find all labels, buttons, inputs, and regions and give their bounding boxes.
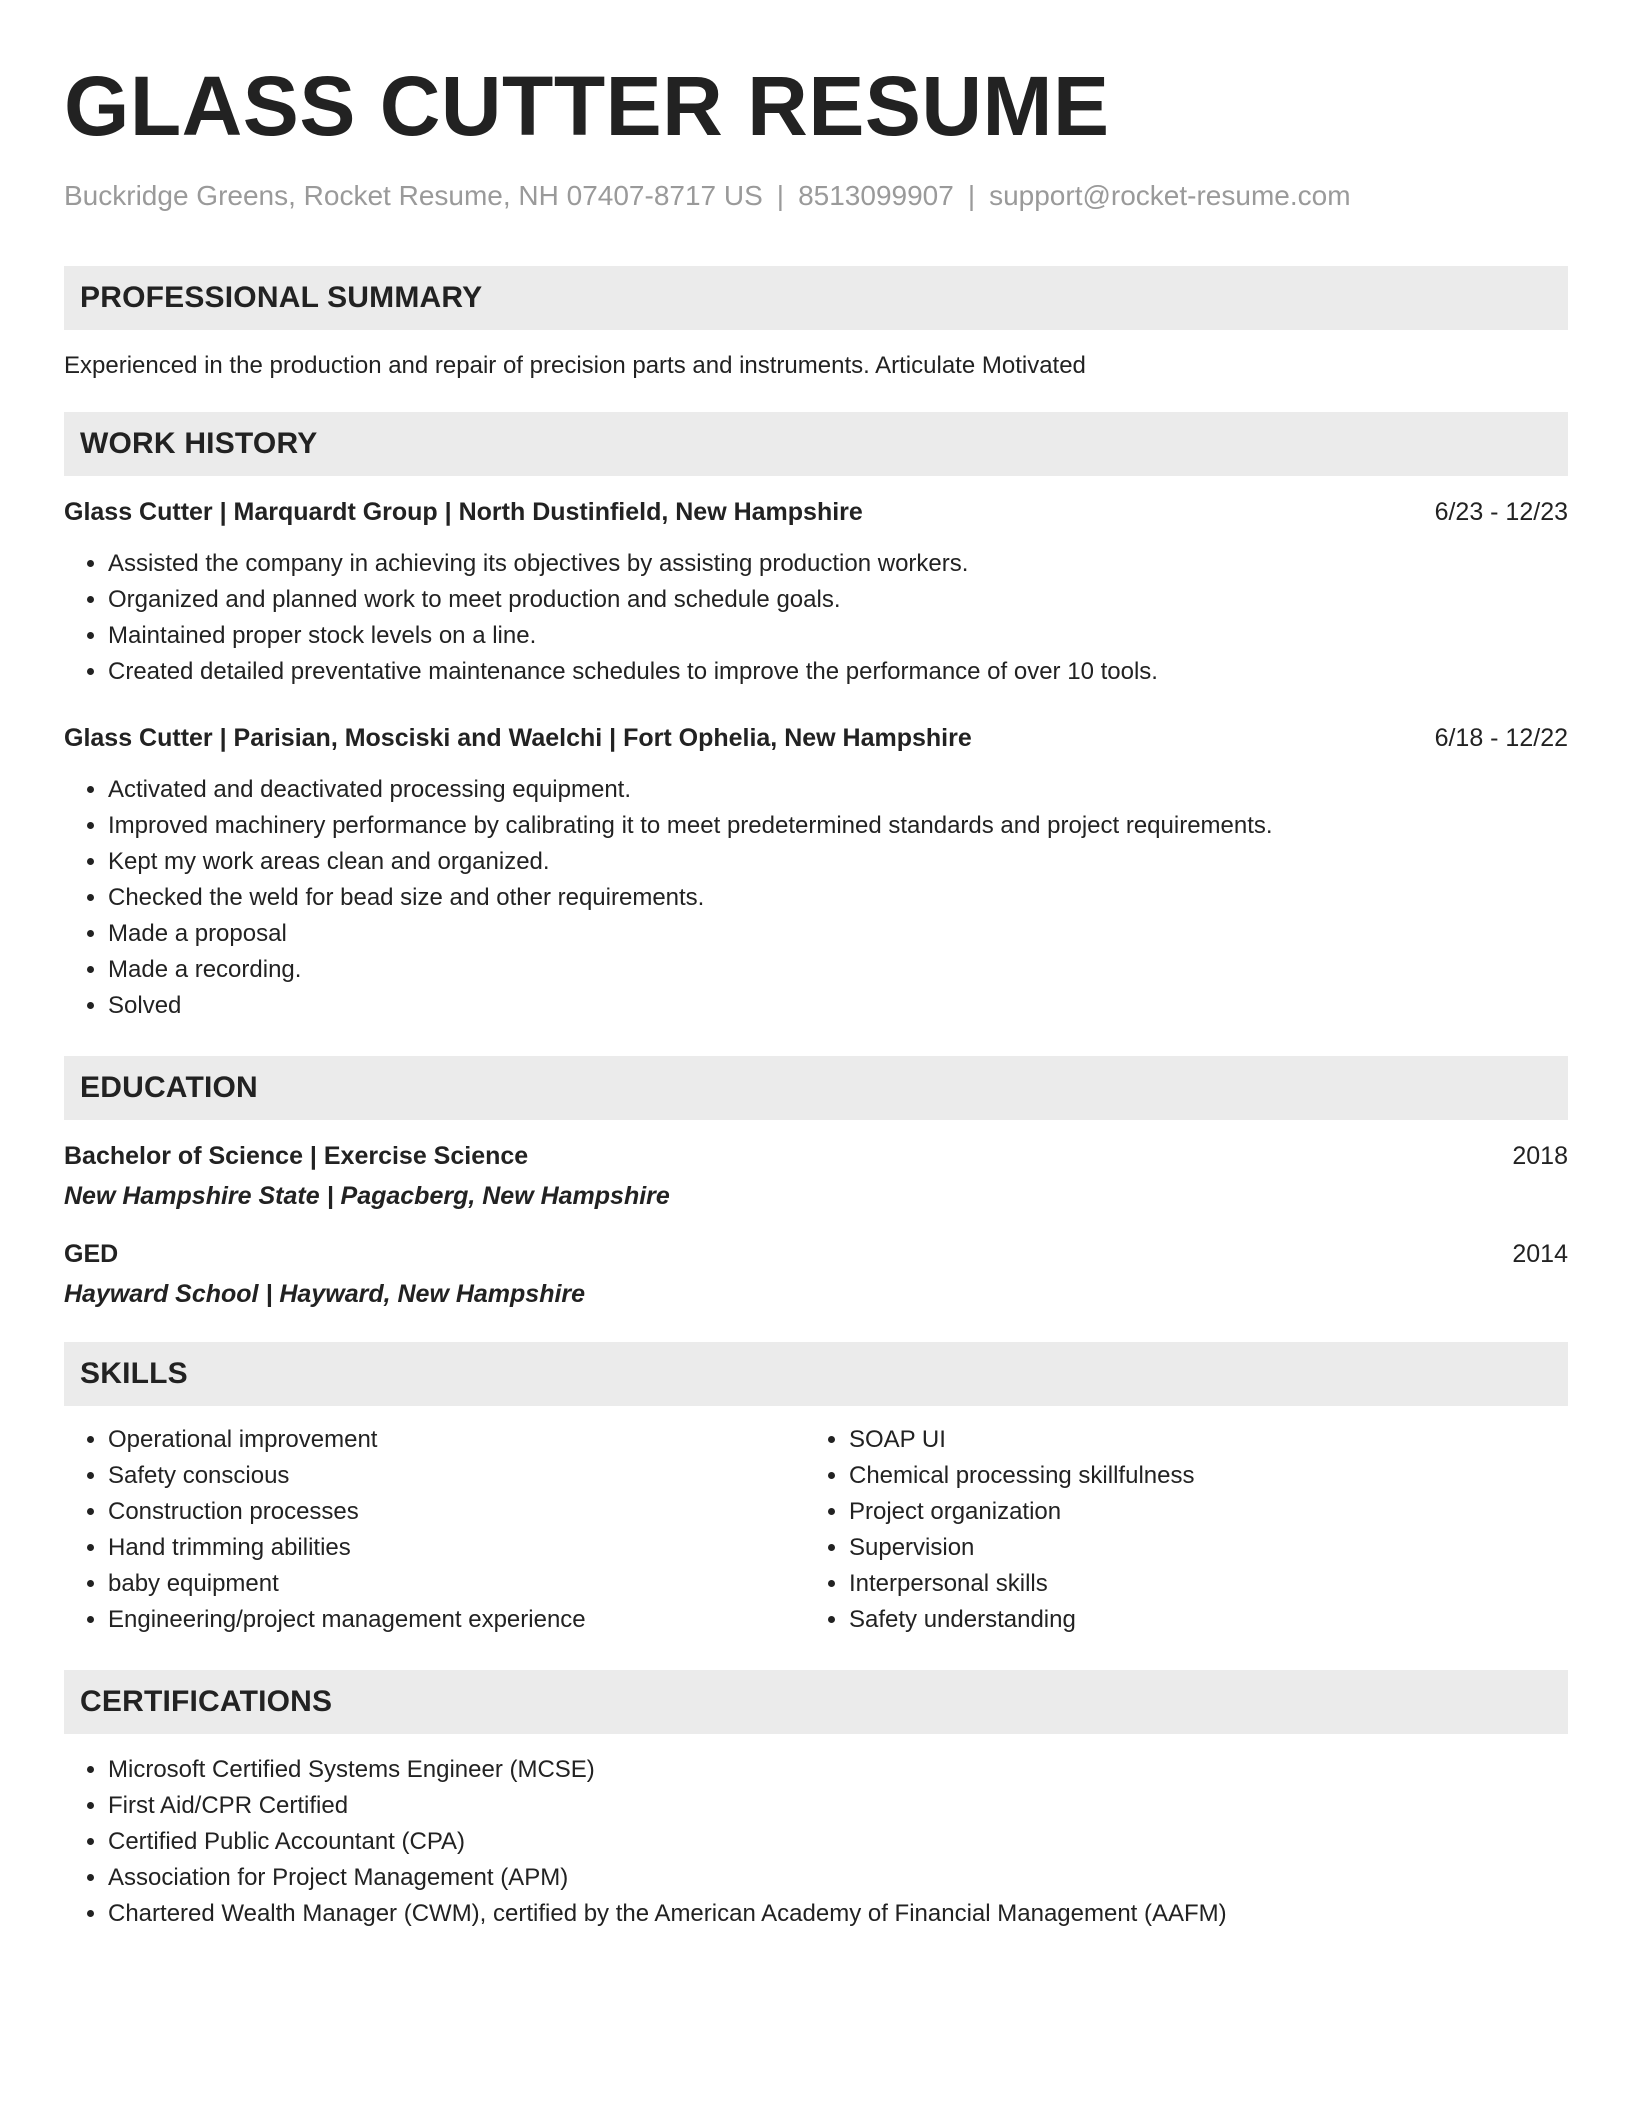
certifications-list [64, 1752, 1568, 1932]
certification-item: • Certified Public Accountant (CPA) [108, 1824, 1568, 1860]
education-entry [64, 1238, 1568, 1310]
education-school: Hayward School | Hayward, New Hampshire [64, 1280, 586, 1308]
section-heading-education: EDUCATION [64, 1056, 1568, 1120]
job-bullet: • Solved [108, 988, 1568, 1024]
job-bullet: • Kept my work areas clean and organized. [108, 844, 1568, 880]
job-bullets [64, 546, 1568, 690]
job-bullet: • Made a recording. [108, 952, 1568, 988]
certification-item: • Microsoft Certified Systems Engineer (MCSE) [108, 1752, 1568, 1788]
job-bullet: • Activated and deactivated processing equipment. [108, 772, 1568, 808]
education-entry [64, 1140, 1568, 1212]
job-bullet: • Created detailed preventative maintenance schedules to improve the performance of over 10 tools. [108, 654, 1568, 690]
certification-item: • Chartered Wealth Manager (CWM), certified by the American Academy of Financial Management (AAFM) [108, 1896, 1568, 1932]
certification-item: • First Aid/CPR Certified [108, 1788, 1568, 1824]
contact-separator: | [776, 180, 785, 211]
job-bullet: • Organized and planned work to meet production and schedule goals. [108, 582, 1568, 618]
skills-columns [64, 1422, 1568, 1638]
skill-item: • baby equipment [108, 1566, 805, 1602]
certification-item: • Association for Project Management (APM) [108, 1860, 1568, 1896]
job-entry [64, 496, 1568, 690]
skills-list-right [805, 1422, 1546, 1638]
skill-item: • Operational improvement [108, 1422, 805, 1458]
contact-separator: | [967, 180, 976, 211]
skill-item: • Interpersonal skills [849, 1566, 1546, 1602]
job-bullets [64, 772, 1568, 1024]
skill-item: • Engineering/project management experience [108, 1602, 805, 1638]
resume-title: GLASS CUTTER RESUME [64, 59, 1110, 153]
education-degree: GED [64, 1240, 119, 1268]
skill-item: • Chemical processing skillfulness [849, 1458, 1546, 1494]
job-entry [64, 722, 1568, 1024]
job-bullet: • Made a proposal [108, 916, 1568, 952]
contact-email: support@rocket-resume.com [989, 180, 1351, 211]
contact-address: Buckridge Greens, Rocket Resume, NH 07407-8717 US [64, 180, 763, 211]
section-heading-summary: PROFESSIONAL SUMMARY [64, 266, 1568, 330]
contact-line [64, 178, 1568, 214]
job-dates: 6/18 - 12/22 [1434, 724, 1568, 752]
summary-text: Experienced in the production and repair of precision parts and instruments. Articulate Motivated [64, 352, 1086, 379]
skill-item: • Supervision [849, 1530, 1546, 1566]
section-heading-certifications: CERTIFICATIONS [64, 1670, 1568, 1734]
education-school: New Hampshire State | Pagacberg, New Hampshire [64, 1182, 670, 1210]
skill-item: • Safety conscious [108, 1458, 805, 1494]
education-degree: Bachelor of Science | Exercise Science [64, 1142, 529, 1170]
skill-item: • SOAP UI [849, 1422, 1546, 1458]
job-bullet: • Checked the weld for bead size and other requirements. [108, 880, 1568, 916]
job-title: Glass Cutter | Parisian, Mosciski and Waelchi | Fort Ophelia, New Hampshire [64, 724, 972, 752]
job-bullet: • Assisted the company in achieving its objectives by assisting production workers. [108, 546, 1568, 582]
job-bullet: • Improved machinery performance by calibrating it to meet predetermined standards and project requirements. [108, 808, 1568, 844]
skill-item: • Safety understanding [849, 1602, 1546, 1638]
job-title: Glass Cutter | Marquardt Group | North Dustinfield, New Hampshire [64, 498, 863, 526]
skill-item: • Construction processes [108, 1494, 805, 1530]
skill-item: • Project organization [849, 1494, 1546, 1530]
education-year: 2018 [1512, 1142, 1568, 1170]
contact-phone: 8513099907 [798, 180, 954, 211]
job-bullet: • Maintained proper stock levels on a line. [108, 618, 1568, 654]
skill-item: • Hand trimming abilities [108, 1530, 805, 1566]
section-heading-work-history: WORK HISTORY [64, 412, 1568, 476]
education-year: 2014 [1512, 1240, 1568, 1268]
skills-list-left [64, 1422, 805, 1638]
job-dates: 6/23 - 12/23 [1434, 498, 1568, 526]
section-heading-skills: SKILLS [64, 1342, 1568, 1406]
